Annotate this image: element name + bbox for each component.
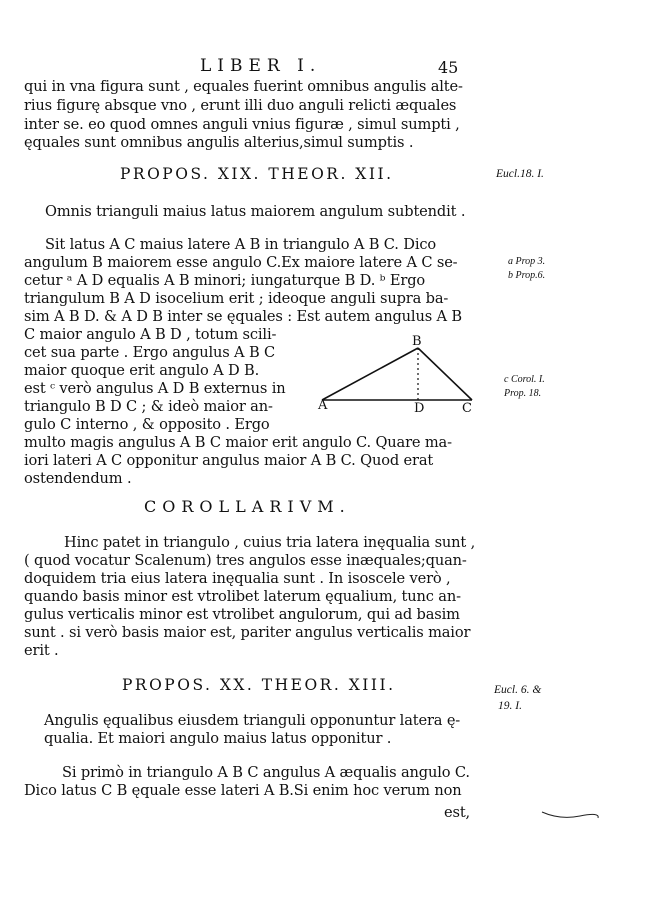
prop19-heading: PROPOS. XIX. THEOR. XII. — [120, 165, 394, 183]
corollary-line: Hinc patet in triangulo , cuius tria latera inęqualia sunt , — [64, 534, 476, 551]
proof-line: triangulum B A D isocelium erit ; ideoque anguli supra ba- — [24, 290, 449, 307]
corollary-line: ( quod vocatur Scalenum) tres angulos esse inæquales;quan- — [24, 552, 467, 569]
corollary-line: erit . — [24, 642, 59, 659]
corollary-line: quando basis minor est vtrolibet laterum ęqualium, tunc an- — [24, 588, 461, 605]
body-line: inter se. eo quod omnes anguli vnius figuræ , simul sumpti , — [24, 116, 460, 133]
proof-line: maior quoque erit angulo A D B. — [24, 362, 260, 379]
running-title: LIBER I. — [200, 56, 322, 76]
margin-note-c: c Corol. I. — [504, 374, 545, 385]
corollary-line: sunt . si verò basis maior est, pariter angulus verticalis maior — [24, 624, 471, 641]
margin-note-c-prop: Prop. 18. — [504, 388, 542, 399]
prop19-euclid-ref: Eucl.18. I. — [496, 168, 544, 180]
prop20-statement-line: Angulis ęqualibus eiusdem trianguli opponuntur latera ę- — [44, 712, 461, 729]
proof-line: multo magis angulus A B C maior erit angulo C. Quare ma- — [24, 434, 452, 451]
proof-line: iori lateri A C opponitur angulus maior A B C. Quod erat — [24, 452, 434, 469]
proof-line: sim A B D. & A D B inter se ęquales : Est autem angulus A B — [24, 308, 462, 325]
side-line-ab — [322, 348, 418, 400]
corollary-line: doquidem tria eius latera inęqualia sunt . In isoscele verò , — [24, 570, 451, 587]
side-line-bc — [418, 348, 472, 400]
proof-line: Sit latus A C maius latere A B in triangulo A B C. Dico — [45, 236, 436, 253]
prop19-statement: Omnis trianguli maius latus maiorem angulum subtendit . — [45, 203, 466, 220]
proof-line: C maior angulo A B D , totum scili- — [24, 326, 277, 343]
page-number: 45 — [438, 58, 459, 77]
prop20-euclid-ref: Eucl. 6. & — [494, 684, 542, 696]
label-a: A — [318, 398, 328, 413]
triangle-figure — [316, 334, 488, 418]
proof-line: est ᶜ verò angulus A D B externus in — [24, 380, 286, 397]
corollary-heading: COROLLARIVM. — [144, 497, 351, 516]
body-line: ęquales sunt omnibus angulis alterius,simul sumptis . — [24, 134, 414, 151]
label-c: C — [462, 401, 472, 416]
margin-note-a: a Prop 3. — [508, 256, 546, 267]
prop20-heading: PROPOS. XX. THEOR. XIII. — [122, 676, 396, 694]
margin-note-b: b Prop.6. — [508, 270, 546, 281]
proof-line: cetur ᵃ A D equalis A B minori; iungaturque B D. ᵇ Ergo — [24, 272, 426, 289]
prop20-statement-line: qualia. Et maiori angulo maius latus opponitur . — [44, 730, 392, 747]
pen-flourish-mark — [540, 806, 600, 826]
proof-line: gulo C interno , & opposito . Ergo — [24, 416, 270, 433]
proof-line: ostendendum . — [24, 470, 132, 487]
corollary-line: gulus verticalis minor est vtrolibet angulorum, qui ad basim — [24, 606, 460, 623]
proof-line: triangulo B D C ; & ideò maior an- — [24, 398, 273, 415]
prop20-proof-line: Si primò in triangulo A B C angulus A æqualis angulo C. — [62, 764, 470, 781]
label-b: B — [412, 334, 422, 349]
body-line: rius figurę absque vno , erunt illi duo anguli relicti æquales — [24, 97, 457, 114]
label-d: D — [414, 401, 425, 416]
prop20-euclid-ref-2: 19. I. — [498, 700, 522, 712]
catchword: est, — [444, 804, 471, 821]
prop20-proof-line: Dico latus C B ęquale esse lateri A B.Si enim hoc verum non — [24, 782, 462, 799]
body-line: qui in vna figura sunt , equales fuerint omnibus angulis alte- — [24, 78, 463, 95]
proof-line: angulum B maiorem esse angulo C.Ex maiore latere A C se- — [24, 254, 458, 271]
proof-line: cet sua parte . Ergo angulus A B C — [24, 344, 276, 361]
